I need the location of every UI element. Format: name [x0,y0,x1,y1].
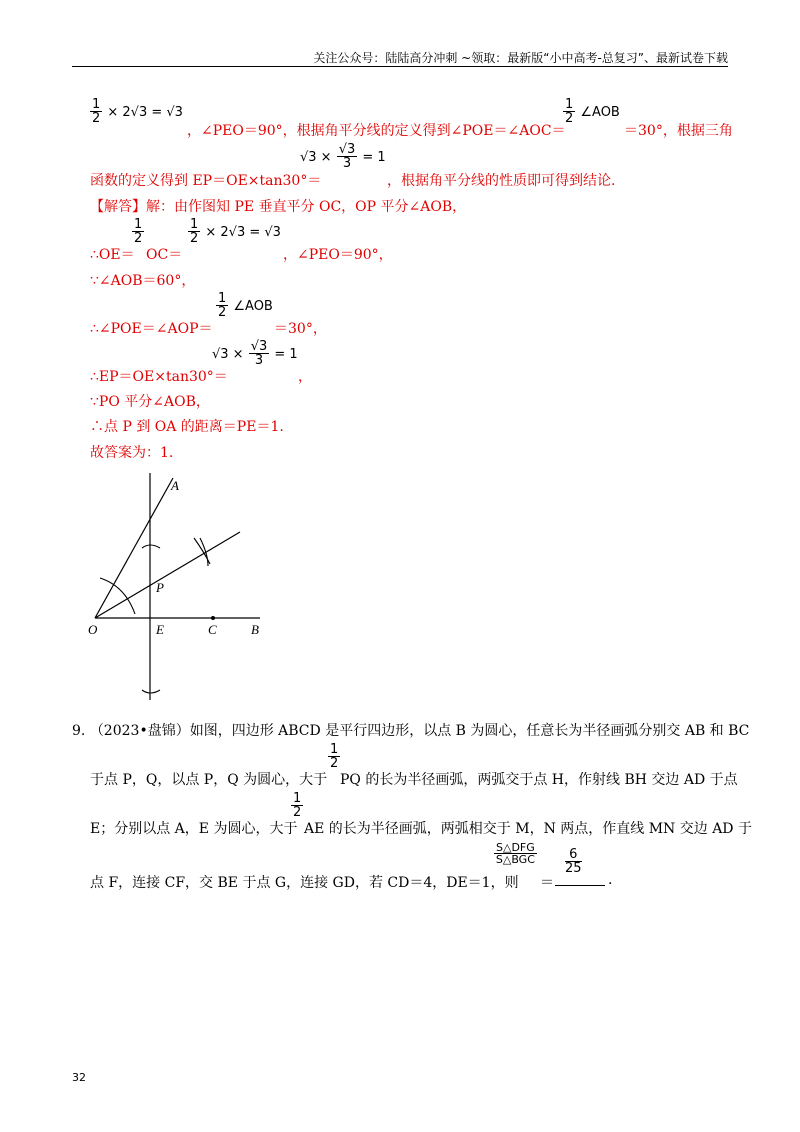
question-source: （2023•盘锦） [89,723,190,739]
question-line-2a: 于点 P，Q，以点 P，Q 为圆心，大于 [90,772,328,788]
question-fraction-ae: $\frac{1}{2}$ [293,791,302,820]
ray-oa [95,478,173,618]
analysis-root3-product: √3 × $\frac{√3}{3}$ = 1 [300,142,386,171]
solution-l1c: ，∠PEO＝90°， [283,247,393,263]
answer-blank-underline [555,885,605,886]
solution-l1b: OC＝ [146,247,183,263]
geometry-figure [80,468,280,718]
solution-l4-math: √3 × $\frac{√3}{3}$ = 1 [212,339,298,368]
question-line-3a: E；分别以点 A，E 为圆心，大于 [90,821,298,837]
solution-l3a: ∴∠POE＝∠AOP＝ [90,321,213,337]
page-number: 32 [72,1071,86,1084]
label-p: P [156,580,164,595]
analysis-text-1a: ，∠PEO＝90°，根据角平分线的定义得到∠POE＝∠AOC＝ [187,123,566,139]
question-eq: ＝ [540,875,554,891]
solution-intro: 【解答】解：由作图知 PE 垂直平分 OC，OP 平分∠AOB， [90,199,467,215]
ray-op [95,532,240,618]
solution-l3-frac: $\frac{1}{2}$ ∠AOB [218,291,273,320]
question-line-2b: PQ 的长为半径画弧，两弧交于点 H，作射线 BH 交边 AD 于点 [340,772,738,788]
label-o: O [88,622,98,637]
question-line-4a: 点 F，连接 CF，交 BE 于点 G，连接 GD，若 CD＝4，DE＝1，则 [90,875,519,891]
analysis-angle-fraction: $\frac{1}{2}$ ∠AOB [565,97,620,126]
solution-l3b: ＝30°， [274,321,327,337]
question-fraction-pq: $\frac{1}{2}$ [330,742,339,771]
label-e: E [156,622,164,637]
question-number: 9. [72,723,86,739]
analysis-line-1 [90,98,183,125]
solution-answer: 故答案为：1. [90,445,174,461]
arc-mark-top [142,545,160,548]
question-answer-fraction: $\frac{6}{25}$ [565,847,582,876]
analysis-text-2a: 函数的定义得到 EP＝OE×tan30°＝ [90,173,322,189]
solution-l4a: ∴EP＝OE×tan30°＝ [90,369,228,385]
question-area-ratio: $\frac{\text{S△DFG}}{\text{S△BGC}}$ [495,841,535,866]
analysis-text-1b: ＝30°，根据三角 [624,123,733,139]
label-a: A [171,478,179,493]
label-b: B [251,622,259,637]
point-c [211,616,215,620]
header-rule [72,66,728,67]
solution-l1-frac: $\frac{1}{2}$ [134,217,143,246]
solution-l6: ∴点 P 到 OA 的距离＝PE＝1. [90,419,284,435]
solution-l1-math: $\frac{1}{2}$ × 2√3 = √3 [190,217,281,246]
page-header: 关注公众号：陆陆高分冲刺 ~领取：最新版“小中高考-总复习”、最新试卷下载 [313,51,728,65]
solution-l2: ∵∠AOB＝60°， [90,273,196,289]
analysis-text-2b: ，根据角平分线的性质即可得到结论. [387,173,616,189]
fraction-half: $\frac{1}{2}$ [92,97,101,126]
question-line-3b: AE 的长为半径画弧，两弧相交于 M，N 两点，作直线 MN 交边 AD 于 [304,821,752,837]
solution-l4b: ， [298,369,312,385]
solution-tag: 【解答】 [90,199,146,215]
solution-l1a: ∴OE＝ [90,247,135,263]
label-c: C [208,622,217,637]
arc-mark-bottom [142,690,160,693]
math-times-two-root3: × 2√3 = √3 [107,105,183,120]
arc-construction [100,578,135,614]
solution-l5: ∵PO 平分∠AOB， [90,394,210,410]
question-period: . [608,872,613,888]
question-line-1: 9. （2023•盘锦）如图，四边形 ABCD 是平行四边形，以点 B 为圆心，任意长为半径画弧分别交 AB 和 BC [72,723,750,739]
